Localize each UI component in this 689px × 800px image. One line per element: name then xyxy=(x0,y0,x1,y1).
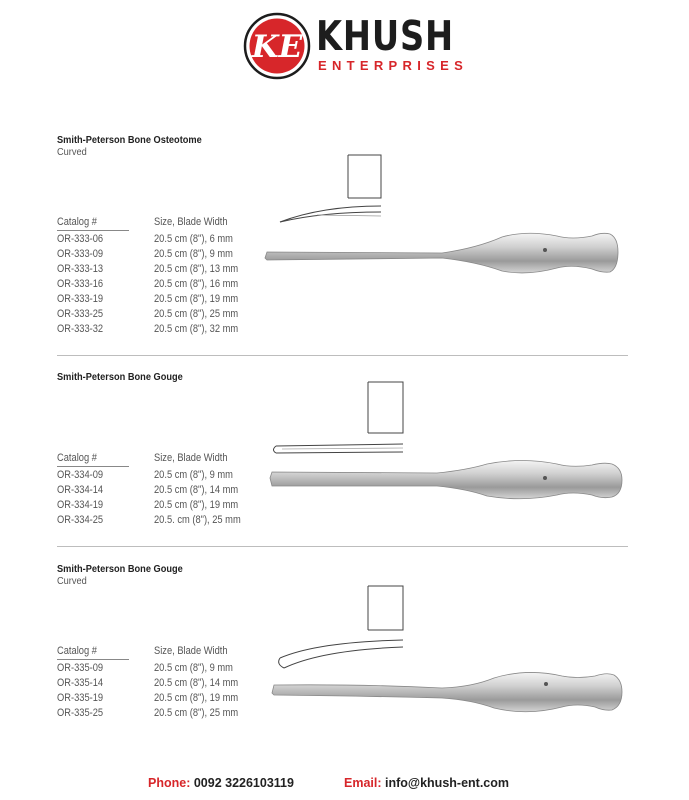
size-width: 20.5 cm (8"), 19 mm xyxy=(154,692,239,704)
size-width: 20.5 cm (8"), 9 mm xyxy=(154,248,233,260)
catalog-number: OR-333-32 xyxy=(57,323,104,335)
size-width: 20.5 cm (8"), 19 mm xyxy=(154,499,239,511)
catalog-number: OR-335-14 xyxy=(57,677,104,689)
catalog-number: OR-333-16 xyxy=(57,278,104,290)
size-width: 20.5 cm (8"), 14 mm xyxy=(154,484,239,496)
col-catalog-header: Catalog # xyxy=(57,452,97,464)
section-1-table xyxy=(57,216,287,346)
header-underline xyxy=(57,230,129,231)
section-divider xyxy=(57,355,628,356)
footer-phone xyxy=(148,776,294,790)
catalog-number: OR-333-19 xyxy=(57,293,104,305)
ke-logo-mark xyxy=(243,12,311,80)
section-divider xyxy=(57,546,628,547)
osteotome-illustration xyxy=(262,150,634,285)
catalog-number: OR-333-09 xyxy=(57,248,104,260)
email-label: Email: xyxy=(344,776,382,790)
catalog-number: OR-333-13 xyxy=(57,263,104,275)
catalog-number: OR-335-09 xyxy=(57,662,104,674)
section-3-table xyxy=(57,645,287,725)
section-2-table xyxy=(57,452,287,532)
size-width: 20.5 cm (8"), 25 mm xyxy=(154,308,239,320)
catalog-number: OR-334-14 xyxy=(57,484,104,496)
size-width: 20.5 cm (8"), 16 mm xyxy=(154,278,239,290)
logo-letters: KE xyxy=(251,29,303,65)
size-width: 20.5 cm (8"), 25 mm xyxy=(154,707,239,719)
section-3-title: Smith-Peterson Bone Gouge xyxy=(57,563,183,575)
size-width: 20.5 cm (8"), 9 mm xyxy=(154,662,233,674)
col-size-header: Size, Blade Width xyxy=(154,452,228,464)
section-2-title: Smith-Peterson Bone Gouge xyxy=(57,371,183,383)
catalog-number: OR-334-25 xyxy=(57,514,104,526)
catalog-number: OR-334-09 xyxy=(57,469,104,481)
size-width: 20.5 cm (8"), 6 mm xyxy=(154,233,233,245)
col-size-header: Size, Blade Width xyxy=(154,645,228,657)
curved-gouge-illustration xyxy=(262,580,634,730)
brand-name: KHUSH xyxy=(316,12,454,60)
catalog-number: OR-333-25 xyxy=(57,308,104,320)
col-size-header: Size, Blade Width xyxy=(154,216,228,228)
header-underline xyxy=(57,466,129,467)
size-width: 20.5. cm (8"), 25 mm xyxy=(154,514,241,526)
col-catalog-header: Catalog # xyxy=(57,645,97,657)
col-catalog-header: Catalog # xyxy=(57,216,97,228)
brand-logo xyxy=(243,12,469,82)
size-width: 20.5 cm (8"), 14 mm xyxy=(154,677,239,689)
section-1-title: Smith-Peterson Bone Osteotome xyxy=(57,134,202,146)
catalog-number: OR-335-19 xyxy=(57,692,104,704)
phone-value[interactable]: 0092 3226103119 xyxy=(193,776,294,790)
size-width: 20.5 cm (8"), 13 mm xyxy=(154,263,239,275)
size-width: 20.5 cm (8"), 32 mm xyxy=(154,323,239,335)
email-value[interactable]: info@khush-ent.com xyxy=(385,776,509,790)
gouge-illustration xyxy=(262,378,634,508)
catalog-number: OR-335-25 xyxy=(57,707,104,719)
catalog-number: OR-334-19 xyxy=(57,499,104,511)
footer-email xyxy=(344,776,509,790)
size-width: 20.5 cm (8"), 9 mm xyxy=(154,469,233,481)
brand-subtitle: ENTERPRISES xyxy=(318,58,469,73)
size-width: 20.5 cm (8"), 19 mm xyxy=(154,293,239,305)
phone-label: Phone: xyxy=(148,776,191,790)
header-underline xyxy=(57,659,129,660)
catalog-number: OR-333-06 xyxy=(57,233,104,245)
section-3-subtitle: Curved xyxy=(57,575,87,587)
section-1-subtitle: Curved xyxy=(57,146,87,158)
